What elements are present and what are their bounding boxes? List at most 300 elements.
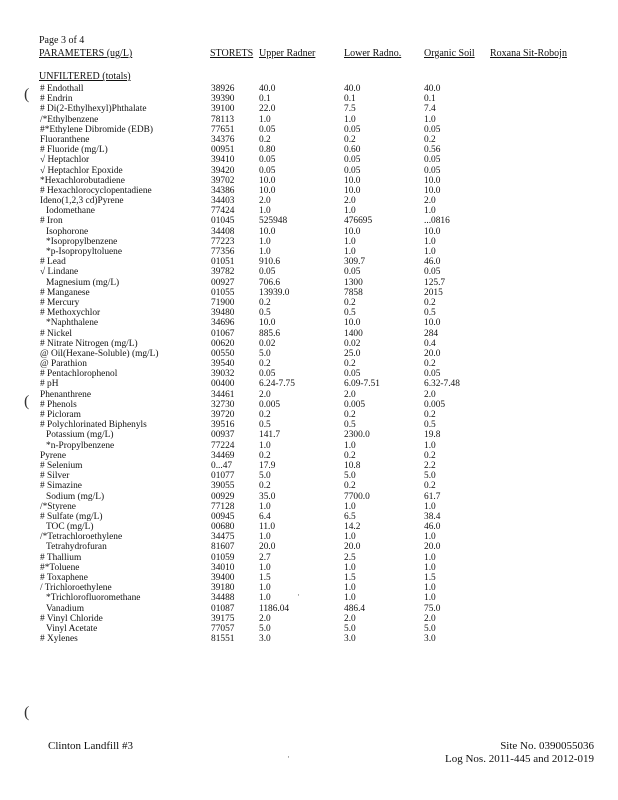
header-upper-radner: Upper Radner: [259, 48, 316, 59]
lower-radner-value: 5.0: [344, 623, 356, 634]
upper-radner-value: 1.0: [259, 532, 271, 543]
organic-soil-value: 1.0: [424, 114, 436, 125]
lower-radner-value: 1.0: [344, 206, 356, 217]
organic-soil-value: 0.2: [424, 450, 436, 461]
storet-code: 81607: [211, 542, 235, 553]
table-row: [0, 604, 618, 614]
table-row: [0, 614, 618, 624]
parameter-name: # Hexachlorocyclopentadiene: [40, 185, 152, 196]
lower-radner-value: 0.5: [344, 308, 356, 319]
organic-soil-value: 284: [424, 328, 439, 339]
parameter-name: # Thallium: [40, 552, 82, 563]
lower-radner-value: 1.0: [344, 440, 356, 451]
parameter-name: /*Ethylbenzene: [40, 114, 99, 125]
upper-radner-value: 17.9: [259, 460, 276, 471]
organic-soil-value: 0.05: [424, 267, 441, 278]
footer-site-number: Site No. 0390055036: [500, 740, 594, 752]
parameter-name: # Manganese: [40, 287, 90, 298]
organic-soil-value: 1.5: [424, 573, 436, 583]
storet-code: 34386: [211, 185, 235, 196]
table-row: [0, 115, 618, 125]
storet-code: 77128: [211, 501, 235, 512]
organic-soil-value: 10.0: [424, 226, 441, 237]
lower-radner-value: 0.2: [344, 481, 356, 492]
organic-soil-value: 1.0: [424, 206, 436, 217]
organic-soil-value: 2.0: [424, 613, 436, 624]
parameter-name: *Hexachlorobutadiene: [40, 175, 125, 186]
organic-soil-value: 46.0: [424, 522, 441, 533]
organic-soil-value: 3.0: [424, 634, 436, 645]
storet-code: 77356: [211, 247, 235, 257]
lower-radner-value: 0.2: [344, 450, 356, 461]
header-storets: STORETS: [210, 48, 254, 59]
organic-soil-value: 10.0: [424, 175, 441, 186]
table-row: [0, 532, 618, 542]
lower-radner-value: 0.05: [344, 267, 361, 278]
organic-soil-value: 2.0: [424, 196, 436, 207]
table-row: [0, 542, 618, 552]
upper-radner-value: 0.005: [259, 399, 281, 410]
parameter-name: # Endrin: [40, 94, 73, 105]
parameter-name: / Trichloroethylene: [40, 583, 112, 594]
parameter-name: # Lead: [40, 257, 66, 268]
parameter-name: # pH: [40, 379, 59, 390]
storet-code: 34010: [211, 562, 235, 573]
table-row: [0, 624, 618, 634]
header-lower-radner: Lower Radno.: [344, 48, 402, 59]
storet-code: 77223: [211, 236, 235, 247]
lower-radner-value: 0.2: [344, 359, 356, 370]
parameter-name: Ideno(1,2,3 cd)Pyrene: [40, 196, 124, 207]
upper-radner-value: 6.24-7.75: [259, 379, 295, 390]
parameter-table: [0, 84, 618, 644]
storet-code: 00945: [211, 511, 235, 522]
parameter-name: *p-Isopropyltoluene: [46, 247, 123, 257]
footer-site-name: Clinton Landfill #3: [48, 740, 133, 752]
organic-soil-value: 125.7: [424, 277, 446, 288]
storet-code: 78113: [211, 114, 235, 125]
parameter-name: # Di(2-Ethylhexyl)Phthalate: [40, 104, 147, 115]
lower-radner-value: 6.5: [344, 511, 356, 522]
upper-radner-value: 22.0: [259, 104, 276, 115]
storet-code: 39720: [211, 410, 235, 420]
storet-code: 77424: [211, 206, 235, 217]
upper-radner-value: 525948: [259, 216, 288, 227]
upper-radner-value: 0.05: [259, 124, 276, 135]
bracket-mark: (: [24, 393, 30, 410]
lower-radner-value: 2.5: [344, 552, 356, 563]
table-row: [0, 593, 618, 603]
table-row: [0, 634, 618, 644]
parameter-name: # Simazine: [40, 481, 82, 492]
storet-code: 39420: [211, 165, 235, 176]
parameter-name: Phenanthrene: [40, 389, 92, 400]
storet-code: 00927: [211, 277, 235, 288]
upper-radner-value: 0.2: [259, 359, 271, 370]
lower-radner-value: 10.0: [344, 226, 361, 237]
lower-radner-value: 10.8: [344, 460, 361, 471]
storet-code: 34408: [211, 226, 235, 237]
organic-soil-value: 0.2: [424, 481, 436, 492]
lower-radner-value: 0.2: [344, 410, 356, 420]
organic-soil-value: 46.0: [424, 257, 441, 268]
upper-radner-value: 1.0: [259, 501, 271, 512]
lower-radner-value: 20.0: [344, 542, 361, 553]
storet-code: 01067: [211, 328, 235, 339]
table-row: [0, 176, 618, 186]
organic-soil-value: 1.0: [424, 440, 436, 451]
storet-code: 38926: [211, 84, 235, 94]
parameter-name: # Nitrate Nitrogen (mg/L): [40, 338, 138, 349]
lower-radner-value: 0.2: [344, 297, 356, 308]
upper-radner-value: 1.0: [259, 247, 271, 257]
upper-radner-value: 2.0: [259, 613, 271, 624]
upper-radner-value: 3.0: [259, 634, 271, 645]
table-row: [0, 257, 618, 267]
parameter-name: Tetrahydrofuran: [46, 542, 107, 553]
upper-radner-value: 2.7: [259, 552, 271, 563]
organic-soil-value: 0.1: [424, 94, 436, 105]
table-row: [0, 461, 618, 471]
table-row: [0, 430, 618, 440]
table-row: [0, 329, 618, 339]
parameter-name: # Polychlorinated Biphenyls: [40, 420, 147, 431]
table-row: [0, 155, 618, 165]
storet-code: 39702: [211, 175, 235, 186]
parameter-name: #*Ethylene Dibromide (EDB): [40, 124, 153, 135]
parameter-name: *Isopropylbenzene: [46, 236, 118, 247]
parameter-name: √ Heptachlor Epoxide: [40, 165, 123, 176]
storet-code: 39782: [211, 267, 235, 278]
parameter-name: # Vinyl Chloride: [40, 613, 103, 624]
parameter-name: Vanadium: [46, 603, 85, 614]
parameter-name: # Mercury: [40, 297, 80, 308]
storet-code: 39032: [211, 369, 235, 380]
parameter-name: *Trichlorofluoromethane: [46, 593, 141, 604]
storet-code: 39100: [211, 104, 235, 115]
header-parameters: PARAMETERS (ug/L): [39, 48, 133, 59]
storet-code: 00680: [211, 522, 235, 533]
parameter-name: # Sulfate (mg/L): [40, 511, 103, 522]
upper-radner-value: 0.80: [259, 145, 276, 156]
parameter-name: √ Heptachlor: [40, 155, 90, 166]
upper-radner-value: 0.2: [259, 410, 271, 420]
storet-code: 39480: [211, 308, 235, 319]
upper-radner-value: 0.2: [259, 481, 271, 492]
lower-radner-value: 1300: [344, 277, 363, 288]
organic-soil-value: 0.56: [424, 145, 441, 156]
upper-radner-value: 0.5: [259, 420, 271, 431]
organic-soil-value: 1.0: [424, 583, 436, 594]
footer-log-numbers: Log Nos. 2011-445 and 2012-019: [445, 753, 594, 765]
upper-radner-value: 1.0: [259, 593, 271, 604]
lower-radner-value: 1.0: [344, 562, 356, 573]
storet-code: 0...47: [211, 460, 233, 471]
table-row: [0, 441, 618, 451]
upper-radner-value: 910.6: [259, 257, 281, 268]
storet-code: 34696: [211, 318, 235, 329]
upper-radner-value: 1.5: [259, 573, 271, 583]
storet-code: 34488: [211, 593, 235, 604]
lower-radner-value: 7.5: [344, 104, 356, 115]
organic-soil-value: 0.4: [424, 338, 436, 349]
upper-radner-value: 0.2: [259, 297, 271, 308]
table-row: [0, 553, 618, 563]
organic-soil-value: 0.5: [424, 420, 436, 431]
lower-radner-value: 10.0: [344, 175, 361, 186]
upper-radner-value: 1.0: [259, 583, 271, 594]
lower-radner-value: 10.0: [344, 185, 361, 196]
organic-soil-value: 61.7: [424, 491, 441, 502]
storet-code: 01087: [211, 603, 235, 614]
storet-code: 81551: [211, 634, 235, 645]
lower-radner-value: 14.2: [344, 522, 361, 533]
organic-soil-value: 6.32-7.48: [424, 379, 460, 390]
lower-radner-value: 1.5: [344, 573, 356, 583]
upper-radner-value: 10.0: [259, 318, 276, 329]
storet-code: 39175: [211, 613, 235, 624]
upper-radner-value: 11.0: [259, 522, 276, 533]
table-row: [0, 125, 618, 135]
lower-radner-value: 309.7: [344, 257, 366, 268]
table-row: [0, 481, 618, 491]
organic-soil-value: 1.0: [424, 236, 436, 247]
organic-soil-value: 10.0: [424, 318, 441, 329]
upper-radner-value: 10.0: [259, 175, 276, 186]
table-row: [0, 349, 618, 359]
storet-code: 32730: [211, 399, 235, 410]
table-row: [0, 400, 618, 410]
lower-radner-value: 0.60: [344, 145, 361, 156]
lower-radner-value: 0.005: [344, 399, 366, 410]
lower-radner-value: 40.0: [344, 84, 361, 94]
storet-code: 71900: [211, 297, 235, 308]
organic-soil-value: 2.2: [424, 460, 436, 471]
lower-radner-value: 6.09-7.51: [344, 379, 380, 390]
organic-soil-value: 19.8: [424, 430, 441, 441]
bracket-mark: (: [24, 704, 30, 721]
stray-dot: ·: [287, 752, 290, 762]
upper-radner-value: 2.0: [259, 196, 271, 207]
upper-radner-value: 35.0: [259, 491, 276, 502]
storet-code: 34376: [211, 134, 235, 145]
upper-radner-value: 0.2: [259, 134, 271, 145]
upper-radner-value: 20.0: [259, 542, 276, 553]
organic-soil-value: 1.0: [424, 552, 436, 563]
storet-code: 39410: [211, 155, 235, 166]
storet-code: 34475: [211, 532, 235, 543]
table-row: [0, 84, 618, 94]
storet-code: 77651: [211, 124, 235, 135]
upper-radner-value: 0.05: [259, 369, 276, 380]
lower-radner-value: 0.02: [344, 338, 361, 349]
parameter-name: /*Styrene: [40, 501, 76, 512]
storet-code: 01077: [211, 471, 235, 482]
storet-code: 34461: [211, 389, 235, 400]
table-row: [0, 359, 618, 369]
lower-radner-value: 7700.0: [344, 491, 370, 502]
organic-soil-value: 0.2: [424, 134, 436, 145]
lower-radner-value: 1.0: [344, 236, 356, 247]
upper-radner-value: 1.0: [259, 114, 271, 125]
parameter-name: Vinyl Acetate: [46, 623, 98, 634]
storet-code: 39540: [211, 359, 235, 370]
organic-soil-value: 10.0: [424, 185, 441, 196]
lower-radner-value: 1400: [344, 328, 363, 339]
storet-code: 39516: [211, 420, 235, 431]
table-row: [0, 318, 618, 328]
table-row: [0, 573, 618, 583]
parameter-name: # Toxaphene: [40, 573, 88, 583]
parameter-name: @ Parathion: [40, 359, 87, 370]
table-row: [0, 278, 618, 288]
lower-radner-value: 2300.0: [344, 430, 370, 441]
table-row: [0, 166, 618, 176]
parameter-name: # Selenium: [40, 460, 83, 471]
parameter-name: Sodium (mg/L): [46, 491, 105, 502]
lower-radner-value: 486.4: [344, 603, 366, 614]
parameter-name: Isophorone: [46, 226, 89, 237]
table-row: [0, 512, 618, 522]
storet-code: 00400: [211, 379, 235, 390]
upper-radner-value: 0.02: [259, 338, 276, 349]
storet-code: 00620: [211, 338, 235, 349]
table-row: [0, 227, 618, 237]
lower-radner-value: 1.0: [344, 247, 356, 257]
parameter-name: Magnesium (mg/L): [46, 277, 120, 288]
lower-radner-value: 0.05: [344, 165, 361, 176]
upper-radner-value: 2.0: [259, 389, 271, 400]
header-organic-soil: Organic Soil: [424, 48, 475, 59]
stray-dot: ·: [297, 590, 300, 600]
lower-radner-value: 3.0: [344, 634, 356, 645]
upper-radner-value: 6.4: [259, 511, 271, 522]
table-row: [0, 308, 618, 318]
organic-soil-value: 2015: [424, 287, 443, 298]
parameter-name: # Nickel: [40, 328, 73, 339]
upper-radner-value: 5.0: [259, 623, 271, 634]
table-row: [0, 135, 618, 145]
upper-radner-value: 1.0: [259, 562, 271, 573]
upper-radner-value: 10.0: [259, 185, 276, 196]
organic-soil-value: 5.0: [424, 471, 436, 482]
organic-soil-value: 20.0: [424, 542, 441, 553]
table-row: [0, 492, 618, 502]
organic-soil-value: 75.0: [424, 603, 441, 614]
storet-code: 01051: [211, 257, 235, 268]
storet-code: 77057: [211, 623, 235, 634]
parameter-name: # Methoxychlor: [40, 308, 101, 319]
parameter-name: # Phenols: [40, 399, 77, 410]
table-row: [0, 522, 618, 532]
upper-radner-value: 0.5: [259, 308, 271, 319]
storet-code: 00550: [211, 348, 235, 359]
lower-radner-value: 25.0: [344, 348, 361, 359]
parameter-name: # Silver: [40, 471, 70, 482]
parameter-name: # Fluoride (mg/L): [40, 145, 108, 156]
upper-radner-value: 1186.04: [259, 603, 290, 614]
upper-radner-value: 0.05: [259, 267, 276, 278]
lower-radner-value: 5.0: [344, 471, 356, 482]
table-row: [0, 339, 618, 349]
organic-soil-value: 1.0: [424, 532, 436, 543]
header-roxana: Roxana Sit-Robojn: [490, 48, 567, 59]
parameter-name: # Pentachlorophenol: [40, 369, 118, 380]
organic-soil-value: 0.05: [424, 155, 441, 166]
upper-radner-value: 885.6: [259, 328, 281, 339]
table-row: [0, 502, 618, 512]
lower-radner-value: 0.1: [344, 94, 356, 105]
parameter-name: # Picloram: [40, 410, 81, 420]
lower-radner-value: 1.0: [344, 501, 356, 512]
table-row: [0, 563, 618, 573]
organic-soil-value: 1.0: [424, 501, 436, 512]
storet-code: 39400: [211, 573, 235, 583]
lower-radner-value: 0.5: [344, 420, 356, 431]
parameter-name: Iodomethane: [46, 206, 95, 217]
parameter-name: #*Toluene: [40, 562, 80, 573]
upper-radner-value: 1.0: [259, 440, 271, 451]
upper-radner-value: 10.0: [259, 226, 276, 237]
lower-radner-value: 1.0: [344, 532, 356, 543]
parameter-name: /*Tetrachloroethylene: [40, 532, 123, 543]
upper-radner-value: 0.05: [259, 155, 276, 166]
organic-soil-value: 1.0: [424, 247, 436, 257]
parameter-name: Pyrene: [40, 450, 67, 461]
storet-code: 39055: [211, 481, 235, 492]
storet-code: 00951: [211, 145, 235, 156]
parameter-name: # Xylenes: [40, 634, 78, 645]
parameter-name: # Iron: [40, 216, 63, 227]
lower-radner-value: 1.0: [344, 114, 356, 125]
storet-code: 01055: [211, 287, 235, 298]
table-row: [0, 196, 618, 206]
table-row: [0, 471, 618, 481]
table-row: [0, 216, 618, 226]
lower-radner-value: 2.0: [344, 613, 356, 624]
organic-soil-value: 0.5: [424, 308, 436, 319]
upper-radner-value: 141.7: [259, 430, 281, 441]
upper-radner-value: 40.0: [259, 84, 276, 94]
organic-soil-value: 0.05: [424, 165, 441, 176]
table-row: [0, 267, 618, 277]
lower-radner-value: 0.05: [344, 124, 361, 135]
organic-soil-value: 0.005: [424, 399, 446, 410]
table-row: [0, 237, 618, 247]
organic-soil-value: 1.0: [424, 562, 436, 573]
parameter-name: @ Oil(Hexane-Soluble) (mg/L): [40, 348, 159, 359]
upper-radner-value: 1.0: [259, 236, 271, 247]
lower-radner-value: 2.0: [344, 389, 356, 400]
table-row: [0, 420, 618, 430]
table-row: [0, 369, 618, 379]
table-row: [0, 247, 618, 257]
lower-radner-value: 7858: [344, 287, 363, 298]
table-row: [0, 390, 618, 400]
lower-radner-value: 2.0: [344, 196, 356, 207]
section-unfiltered: UNFILTERED (totals): [39, 71, 131, 82]
storet-code: 01045: [211, 216, 235, 227]
upper-radner-value: 706.6: [259, 277, 281, 288]
parameter-name: # Endothall: [40, 84, 84, 94]
bracket-mark: (: [24, 86, 30, 103]
lower-radner-value: 1.0: [344, 593, 356, 604]
page-number: Page 3 of 4: [39, 35, 85, 46]
storet-code: 34403: [211, 196, 235, 207]
organic-soil-value: 20.0: [424, 348, 441, 359]
lower-radner-value: 0.05: [344, 155, 361, 166]
upper-radner-value: 0.05: [259, 165, 276, 176]
